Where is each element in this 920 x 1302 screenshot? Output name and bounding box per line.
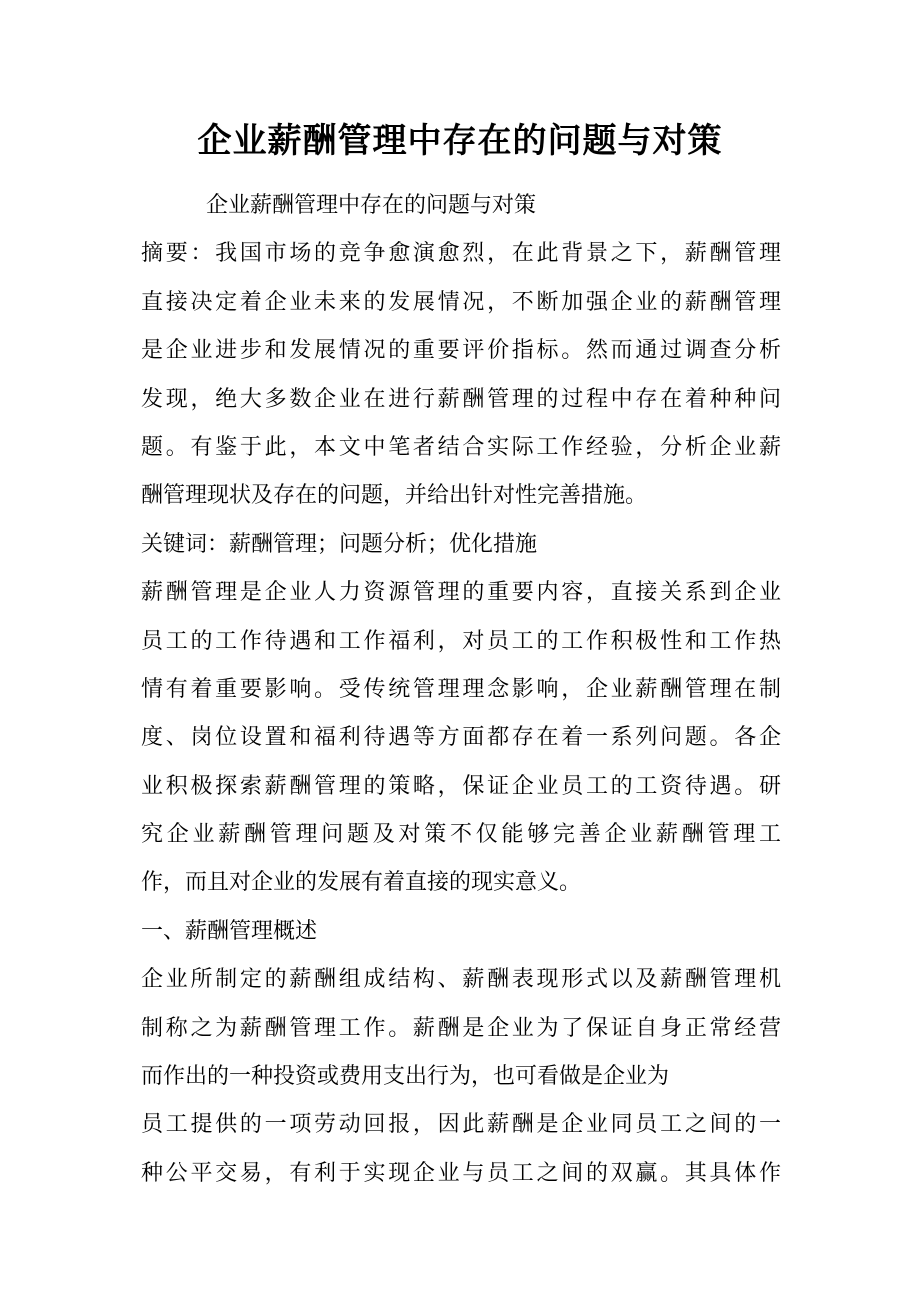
body-line: 度、岗位设置和福利待遇等方面都存在着一系列问题。各企 xyxy=(141,725,781,751)
abstract-line: 是企业进步和发展情况的重要评价指标。然而通过调查分析 xyxy=(141,338,781,364)
document-body xyxy=(141,182,781,1198)
body-line: 而作出的一种投资或费用支出行为，也可看做是企业为 xyxy=(141,1064,670,1090)
section-heading: 一、薪酬管理概述 xyxy=(141,918,318,944)
body-line: 究企业薪酬管理问题及对策不仅能够完善企业薪酬管理工 xyxy=(141,822,781,848)
abstract-line: 发现，绝大多数企业在进行薪酬管理的过程中存在着种种问 xyxy=(141,386,781,412)
body-line: 种公平交易，有利于实现企业与员工之间的双赢。其具体作 xyxy=(141,1160,781,1186)
body-line: 薪酬管理是企业人力资源管理的重要内容，直接关系到企业 xyxy=(141,580,781,606)
abstract-line: 直接决定着企业未来的发展情况，不断加强企业的薪酬管理 xyxy=(141,289,781,315)
body-line: 情有着重要影响。受传统管理理念影响，企业薪酬管理在制 xyxy=(141,676,781,702)
document-title: 企业薪酬管理中存在的问题与对策 xyxy=(197,121,723,161)
body-line: 制称之为薪酬管理工作。薪酬是企业为了保证自身正常经营 xyxy=(141,1015,781,1041)
abstract-line: 酬管理现状及存在的问题，并给出针对性完善措施。 xyxy=(141,483,648,509)
body-line: 作，而且对企业的发展有着直接的现实意义。 xyxy=(141,870,582,896)
keywords-line: 关键词：薪酬管理；问题分析；优化措施 xyxy=(141,531,538,557)
subtitle-line: 企业薪酬管理中存在的问题与对策 xyxy=(206,193,537,218)
abstract-line: 题。有鉴于此，本文中笔者结合实际工作经验，分析企业薪 xyxy=(141,434,781,460)
abstract-line: 摘要：我国市场的竞争愈演愈烈，在此背景之下，薪酬管理 xyxy=(141,241,781,267)
body-line: 企业所制定的薪酬组成结构、薪酬表现形式以及薪酬管理机 xyxy=(141,967,781,993)
body-line: 员工的工作待遇和工作福利，对员工的工作积极性和工作热 xyxy=(141,628,781,654)
body-line: 员工提供的一项劳动回报，因此薪酬是企业同员工之间的一 xyxy=(141,1112,781,1138)
body-line: 业积极探索薪酬管理的策略，保证企业员工的工资待遇。研 xyxy=(141,773,781,799)
